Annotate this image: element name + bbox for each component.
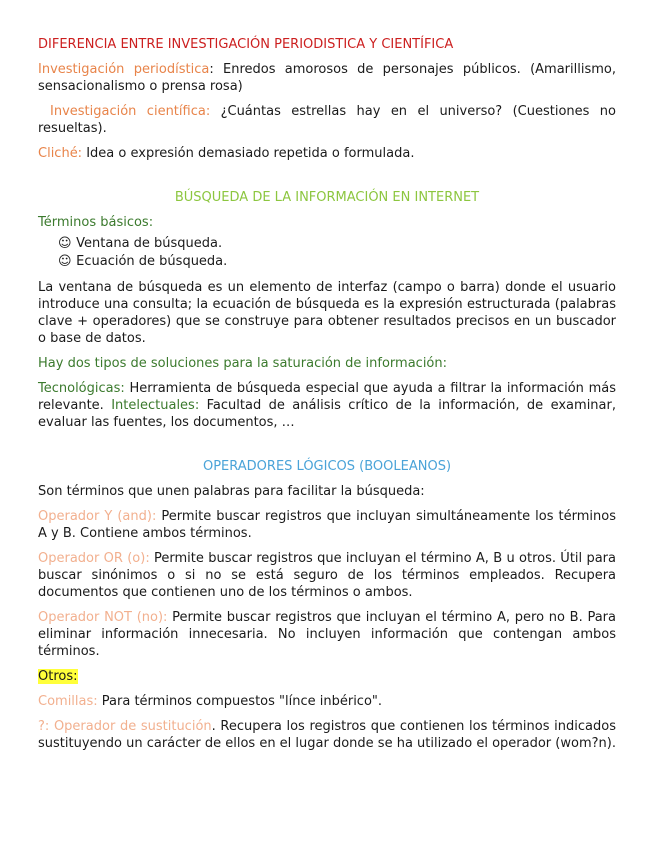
list-item-text: Ventana de búsqueda. — [76, 236, 223, 251]
paragraph-periodistica — [38, 61, 616, 95]
smiley-icon: ☺ — [58, 236, 72, 251]
label-comillas: Comillas: — [38, 694, 98, 709]
text-tecnologicas: Herramienta de búsqueda especial que ayuda a filtrar la información más relevante. — [38, 381, 616, 413]
text-intelectuales: Facultad de análisis crítico de la información, de examinar, evaluar las fuentes, los documentos, … — [38, 398, 616, 430]
text-periodistica: : Enredos amorosos de personajes públicos. (Amarillismo, sensacionalismo o prensa rosa) — [38, 62, 616, 94]
label-terminos-basicos: Términos básicos: — [38, 215, 154, 230]
text-operador-y: Permite buscar registros que incluyan simultáneamente los términos A y B. Contiene ambos términos. — [38, 509, 616, 541]
label-otros-highlighted: Otros: — [38, 669, 78, 684]
text-operador-not: Permite buscar registros que incluyan el término A, pero no B. Para eliminar información innecesaria. No incluyen información que contengan ambos términos. — [38, 610, 616, 659]
section-title-busqueda: BÚSQUEDA DE LA INFORMACIÓN EN INTERNET — [174, 190, 480, 205]
list-item-text: Ecuación de búsqueda. — [76, 254, 228, 269]
label-intelectuales: Intelectuales: — [111, 398, 200, 413]
paragraph-intro-operadores: Son términos que unen palabras para facilitar la búsqueda: — [38, 484, 425, 499]
paragraph-cientifica — [38, 103, 616, 137]
label-tipos-soluciones: Hay dos tipos de soluciones para la saturación de información: — [38, 356, 447, 371]
label-cientifica: Investigación científica: — [50, 104, 211, 119]
label-tecnologicas: Tecnológicas: — [38, 381, 125, 396]
text-comillas: Para términos compuestos "línce inbérico". — [97, 694, 383, 709]
text-operador-or: Permite buscar registros que incluyan el término A, B u otros. Útil para buscar sinónimos o si no se está seguro de los términos empleados. Recupera documentos que contienen uno de los términos o ambos. — [38, 551, 616, 600]
label-operador-y: Operador Y (and): — [38, 509, 157, 524]
text-cliche: Idea o expresión demasiado repetida o formulada. — [82, 146, 415, 161]
terminos-list — [38, 235, 616, 271]
paragraph-soluciones — [38, 380, 616, 431]
list-item — [58, 253, 616, 271]
paragraph-operador-not — [38, 609, 616, 660]
paragraph-sustitucion — [38, 718, 616, 752]
paragraph-cliche — [38, 145, 616, 162]
label-cliche: Cliché: — [38, 146, 83, 161]
text-cientifica: ¿Cuántas estrellas hay en el universo? (Cuestiones no resueltas). — [38, 104, 617, 136]
label-operador-or: Operador OR (o): — [38, 551, 150, 566]
label-sustitucion: ?: Operador de sustitución — [38, 719, 212, 734]
paragraph-comillas — [38, 693, 616, 710]
paragraph-ventana-ecuacion: La ventana de búsqueda es un elemento de interfaz (campo o barra) donde el usuario introduce una consulta; la ecuación de búsqueda es la expresión estructurada (palabras clave + operadores) que se construye para obtener resultados precisos en un buscador o base de datos. — [38, 280, 616, 346]
text-sustitucion: . Recupera los registros que contienen los términos indicados sustituyendo un carácter de ellos en el lugar donde se ha utilizado el operador (wom?n). — [38, 719, 616, 751]
section-title-diferencia: DIFERENCIA ENTRE INVESTIGACIÓN PERIODISTICA Y CIENTÍFICA — [38, 37, 454, 52]
label-periodistica: Investigación periodística — [38, 62, 210, 77]
document-page — [38, 36, 616, 752]
smiley-icon: ☺ — [58, 254, 72, 269]
paragraph-operador-y — [38, 508, 616, 542]
list-item — [58, 235, 616, 253]
paragraph-operador-or — [38, 550, 616, 601]
paragraph-otros — [38, 668, 616, 685]
label-operador-not: Operador NOT (no): — [38, 610, 168, 625]
section-title-operadores: OPERADORES LÓGICOS (BOOLEANOS) — [202, 459, 452, 474]
